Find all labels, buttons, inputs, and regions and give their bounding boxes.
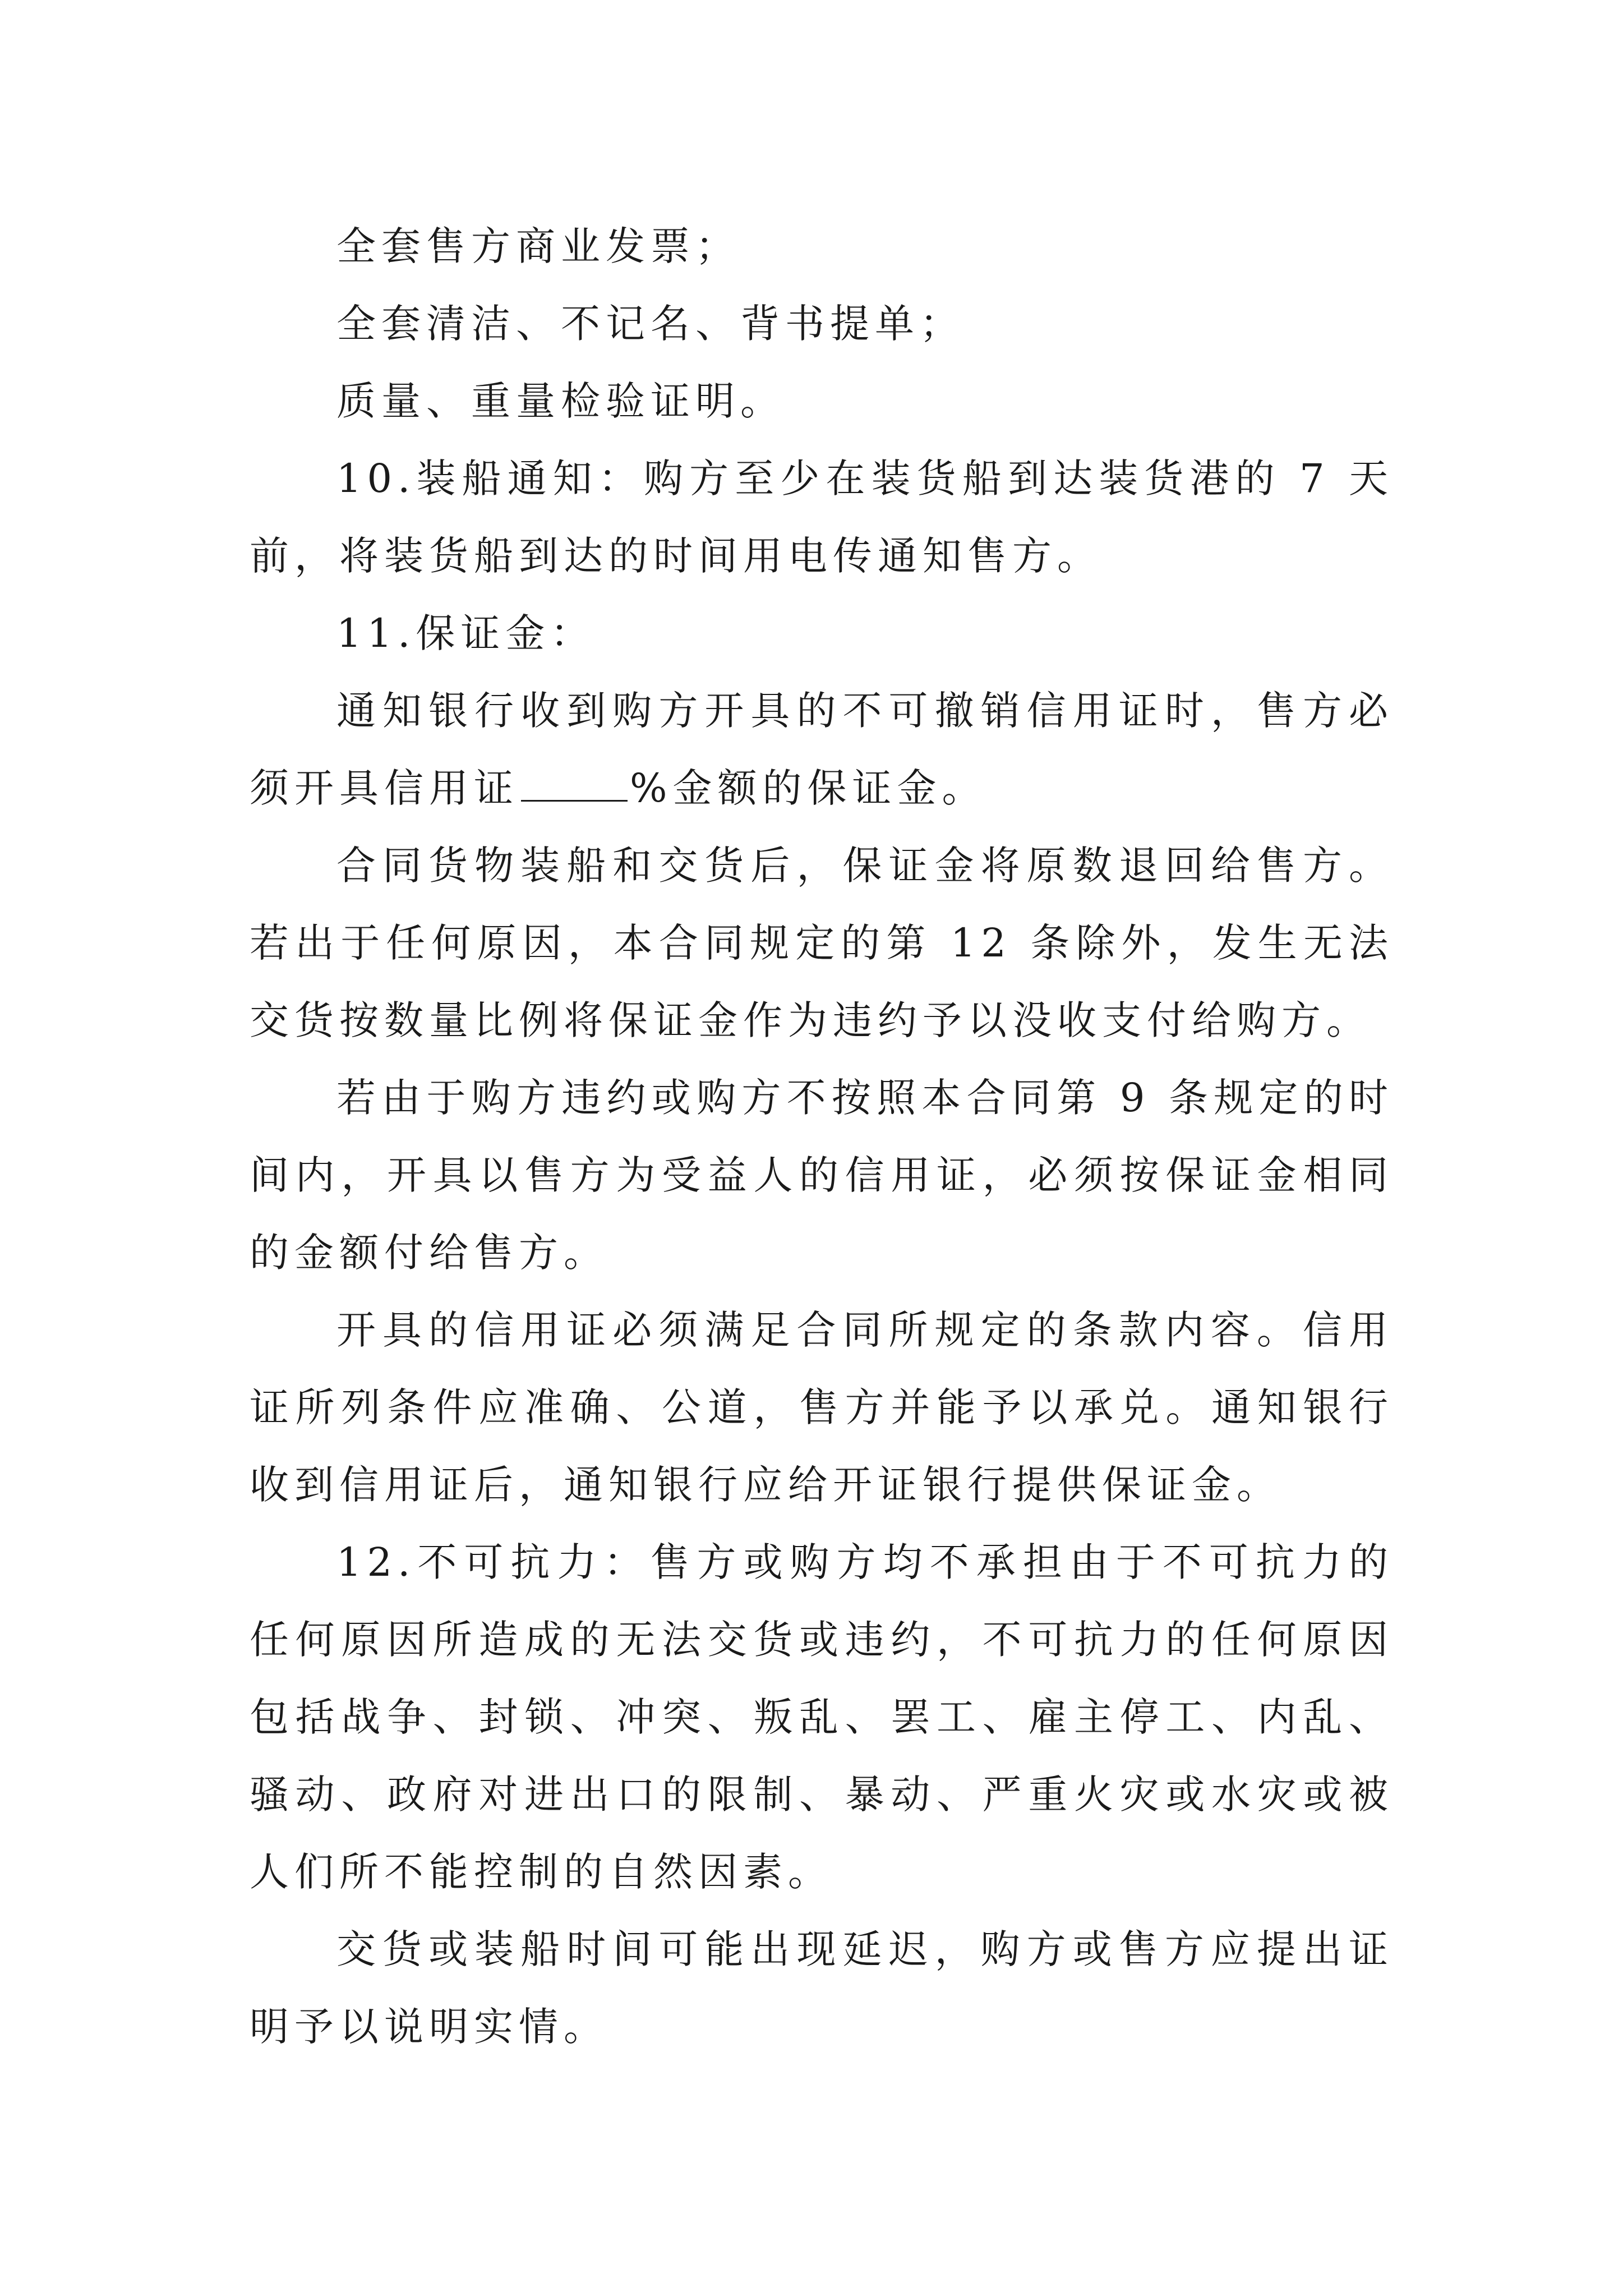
paragraph-deposit-heading: 11.保证金：	[336, 610, 596, 656]
paragraph-force-majeure: 12.不可抗力：售方或购方均不承担由于不可抗力的任何原因所造成的无法交货或违约，不可抗力的任何原因包括战争、封锁、冲突、叛乱、罢工、雇主停工、内乱、骚动、政府对进出口的限制、暴动、严重火灾或水灾或被人们所不能控制的自然因素。	[250, 1539, 1394, 1895]
paragraph-bill-of-lading: 全套清洁、不记名、背书提单；	[336, 301, 965, 347]
paragraph-deposit-amount	[250, 672, 1394, 827]
paragraph-inspection-certificate: 质量、重量检验证明。	[336, 378, 785, 424]
paragraph-buyer-default: 若由于购方违约或购方不按照本合同第 9 条规定的时间内，开具以售方为受益人的信用证，必须按保证金相同的金额付给售方。	[250, 1075, 1394, 1276]
paragraph-deposit-return: 合同货物装船和交货后，保证金将原数退回给售方。若出于任何原因，本合同规定的第 12 条除外，发生无法交货按数量比例将保证金作为违约予以没收支付给购方。	[250, 843, 1394, 1043]
paragraph-delay-proof: 交货或装船时间可能出现延迟，购方或售方应提出证明予以说明实情。	[250, 1926, 1394, 2050]
deposit-text-before-blank: 通知银行收到购方开具的不可撤销信用证时，售方必须开具信用证	[250, 688, 1394, 811]
percentage-blank	[521, 766, 628, 802]
paragraph-letter-of-credit: 开具的信用证必须满足合同所规定的条款内容。信用证所列条件应准确、公道，售方并能予以承兑。通知银行收到信用证后，通知银行应给开证银行提供保证金。	[250, 1307, 1394, 1508]
paragraph-shipping-notice: 10.装船通知：购方至少在装货船到达装货港的 7 天前，将装货船到达的时间用电传通知售方。	[250, 455, 1394, 579]
paragraph-commercial-invoice: 全套售方商业发票；	[336, 223, 740, 269]
deposit-text-after-blank: %金额的保证金。	[630, 765, 987, 811]
document-body	[250, 208, 1394, 2065]
